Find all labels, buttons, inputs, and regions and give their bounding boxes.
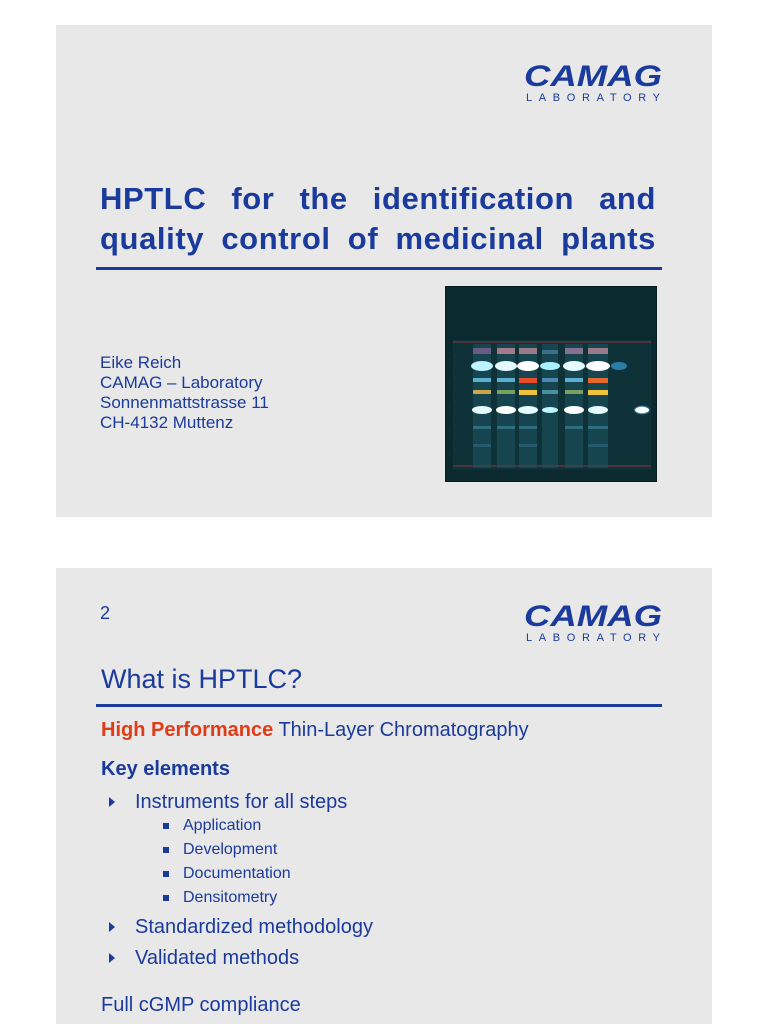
svg-text:CAMAG: CAMAG: [524, 61, 662, 93]
list-item-label: Validated methods: [135, 947, 300, 969]
title-divider: [96, 267, 662, 270]
list-item: [104, 946, 373, 970]
square-bullet-icon: [163, 823, 169, 829]
key-elements-heading: Key elements: [101, 758, 230, 780]
sub-list-item: Application: [104, 814, 373, 838]
square-bullet-icon: [163, 871, 169, 877]
svg-text:CAMAG: CAMAG: [524, 601, 662, 633]
slide-2: [56, 568, 712, 1024]
city: CH-4132 Muttenz: [100, 413, 234, 432]
subtitle: [101, 719, 529, 742]
svg-text:-: -: [455, 446, 457, 451]
square-bullet-icon: [163, 847, 169, 853]
triangle-bullet-icon: [109, 797, 115, 807]
list-item: [104, 790, 373, 910]
svg-text:-: -: [455, 422, 457, 427]
triangle-bullet-icon: [109, 953, 115, 963]
sub-list: [104, 814, 373, 910]
triangle-bullet-icon: [109, 922, 115, 932]
svg-text:-: -: [455, 410, 457, 415]
sub-list-item: Densitometry: [104, 886, 373, 910]
camag-logo: [524, 601, 664, 645]
svg-text:-: -: [455, 434, 457, 439]
key-elements-list: [104, 790, 373, 970]
sub-list-item: Development: [104, 838, 373, 862]
svg-text:LABORATORY: LABORATORY: [526, 632, 660, 644]
sub-list-item: Documentation: [104, 862, 373, 886]
camag-logo: [524, 61, 664, 105]
svg-text:-: -: [455, 374, 457, 379]
slide-number: 2: [100, 603, 111, 623]
title-divider: [96, 704, 662, 707]
author-address: [100, 353, 269, 433]
hptlc-plate-image: [445, 286, 657, 482]
square-bullet-icon: [163, 895, 169, 901]
compliance-note: Full cGMP compliance: [101, 994, 301, 1016]
list-item-label: Standardized methodology: [135, 916, 373, 938]
author-name: Eike Reich: [100, 353, 182, 372]
svg-text:-: -: [455, 386, 457, 391]
subtitle-highlight: High Performance: [101, 719, 274, 741]
street: Sonnenmattstrasse 11: [100, 393, 269, 412]
list-item: [104, 915, 373, 939]
slide-1: [56, 25, 712, 517]
svg-text:-: -: [455, 362, 457, 367]
svg-text:LABORATORY: LABORATORY: [526, 92, 660, 104]
subtitle-rest: Thin-Layer Chromatography: [273, 719, 529, 741]
svg-text:-: -: [455, 398, 457, 403]
svg-text:-: -: [455, 352, 457, 357]
slide-title: What is HPTLC?: [101, 664, 303, 694]
list-item-label: Instruments for all steps: [135, 791, 348, 813]
presentation-title: HPTLC for the identification and quality control of medicinal plants: [100, 181, 656, 256]
organization: CAMAG – Laboratory: [100, 373, 263, 392]
